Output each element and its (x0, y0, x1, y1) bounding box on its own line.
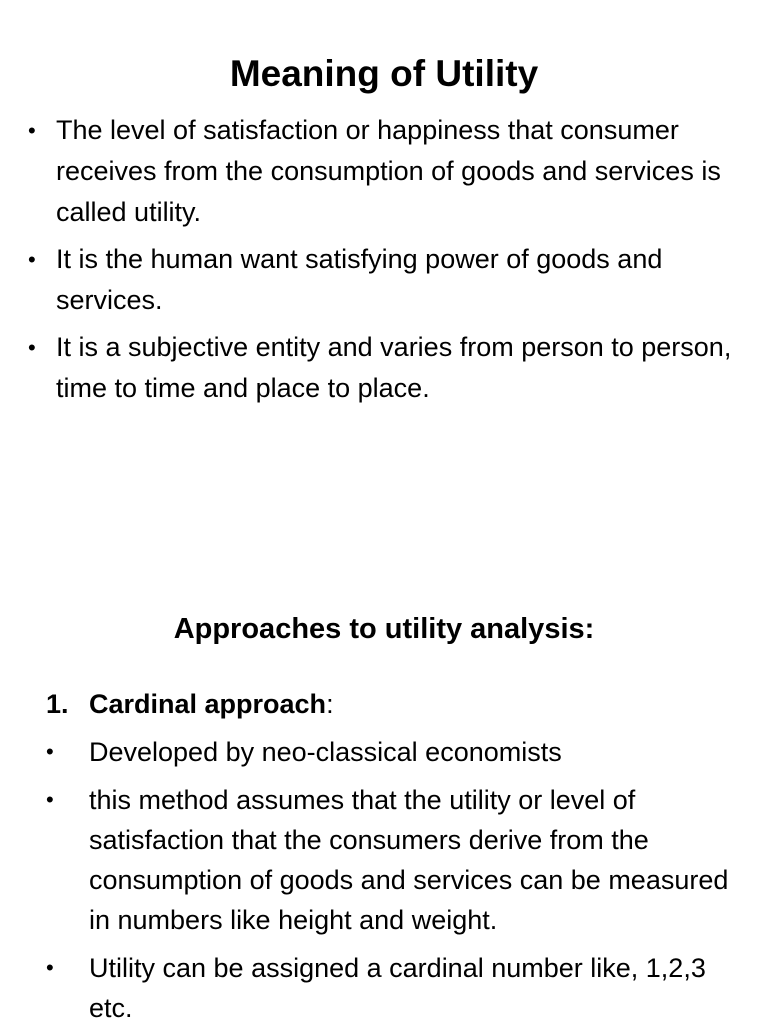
list-item (0, 948, 768, 1028)
bullet-icon: • (46, 787, 54, 812)
bullet-icon: • (28, 335, 36, 360)
bullet-icon: • (28, 247, 36, 272)
list-item (0, 110, 768, 233)
list-item (0, 780, 768, 940)
list-item-text: Developed by neo-classical economists (89, 737, 562, 767)
bullet-icon: • (46, 739, 54, 764)
list-item (0, 327, 768, 409)
approach-suffix: : (326, 689, 334, 719)
bullet-icon: • (46, 955, 54, 980)
page-title: Meaning of Utility (229, 53, 539, 94)
list-item (0, 732, 768, 772)
list-item-text: It is a subjective entity and varies from person to person, time to time and place to place. (56, 332, 732, 403)
section-heading: Approaches to utility analysis: (173, 613, 595, 645)
approach-bullet-list (0, 732, 768, 1036)
approach-number: 1. (46, 689, 69, 719)
approach-heading (46, 684, 334, 724)
list-item-text: It is the human want satisfying power of goods and services. (56, 244, 663, 315)
list-item-text: this method assumes that the utility or level of satisfaction that the consumers derive from the consumption of goods and services can be measured in numbers like height and weight. (89, 785, 729, 935)
list-item (0, 239, 768, 321)
list-item-text: The level of satisfaction or happiness that consumer receives from the consumption of goods and services is called utility. (56, 115, 721, 227)
definition-bullet-list (0, 110, 768, 415)
approach-name: Cardinal approach (89, 689, 327, 719)
bullet-icon: • (28, 118, 36, 143)
list-item-text: Utility can be assigned a cardinal number like, 1,2,3 etc. (89, 953, 706, 1023)
